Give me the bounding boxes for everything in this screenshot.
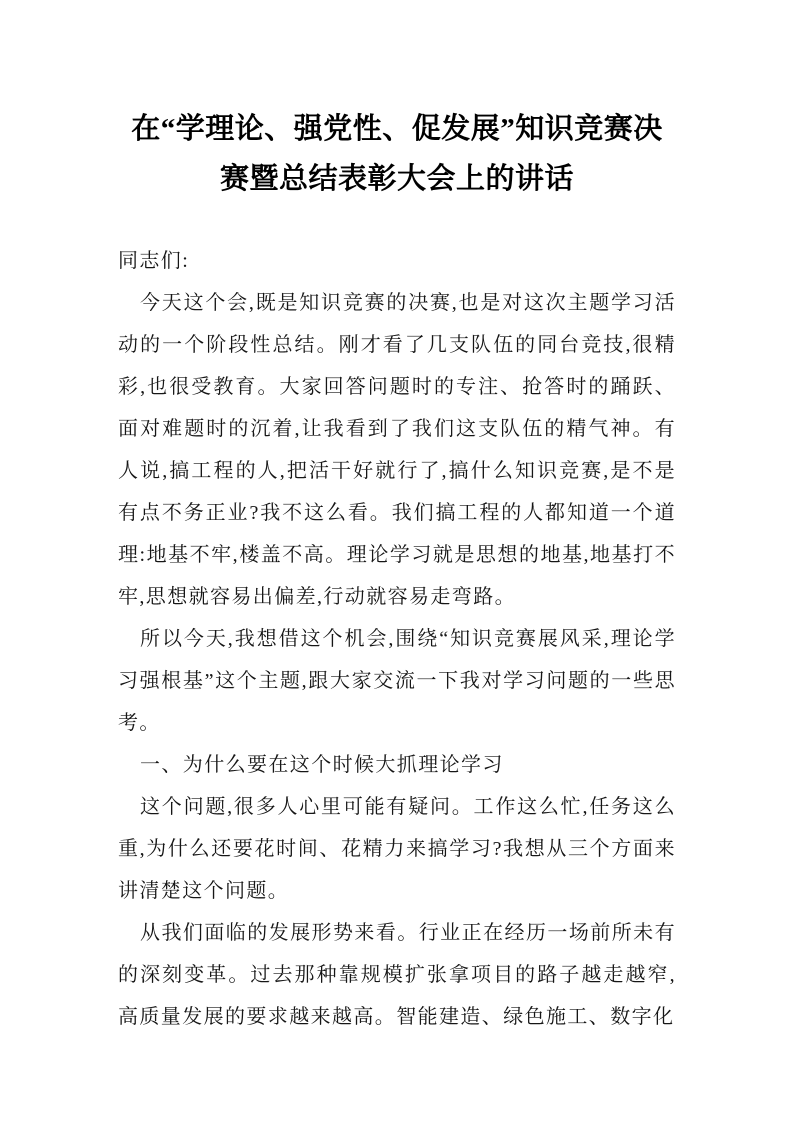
paragraph: 今天这个会,既是知识竞赛的决赛,也是对这次主题学习活动的一个阶段性总结。刚才看了几支队伍的同台竞技,很精彩,也很受教育。大家回答问题时的专注、抢答时的踊跃、面对难题时的沉着,让我看到了我们这支队伍的精气神。有人说,搞工程的人,把活干好就行了,搞什么知识竞赛,是不是有点不务正业?我不这么看。我们搞工程的人都知道一个道理:地基不牢,楼盖不高。理论学习就是思想的地基,地基打不牢,思想就容易出偏差,行动就容易走弯路。	[118, 292, 676, 608]
salutation: 同志们:	[118, 250, 190, 272]
paragraph: 所以今天,我想借这个机会,围绕“知识竞赛展风采,理论学习强根基”这个主题,跟大家交流一下我对学习问题的一些思考。	[118, 628, 676, 734]
section-heading: 一、为什么要在这个时候大抓理论学习	[140, 754, 504, 776]
paragraph: 这个问题,很多人心里可能有疑问。工作这么忙,任务这么重,为什么还要花时间、花精力来搞学习?我想从三个方面来讲清楚这个问题。	[118, 796, 676, 902]
paragraph: 从我们面临的发展形势来看。行业正在经历一场前所未有的深刻变革。过去那种靠规模扩张拿项目的路子越走越窄,高质量发展的要求越来越高。智能建造、绿色施工、数字化	[118, 922, 676, 1028]
document-body	[118, 240, 676, 1038]
document-title: 在“学理论、强党性、促发展”知识竞赛决赛暨总结表彰大会上的讲话	[131, 113, 663, 195]
